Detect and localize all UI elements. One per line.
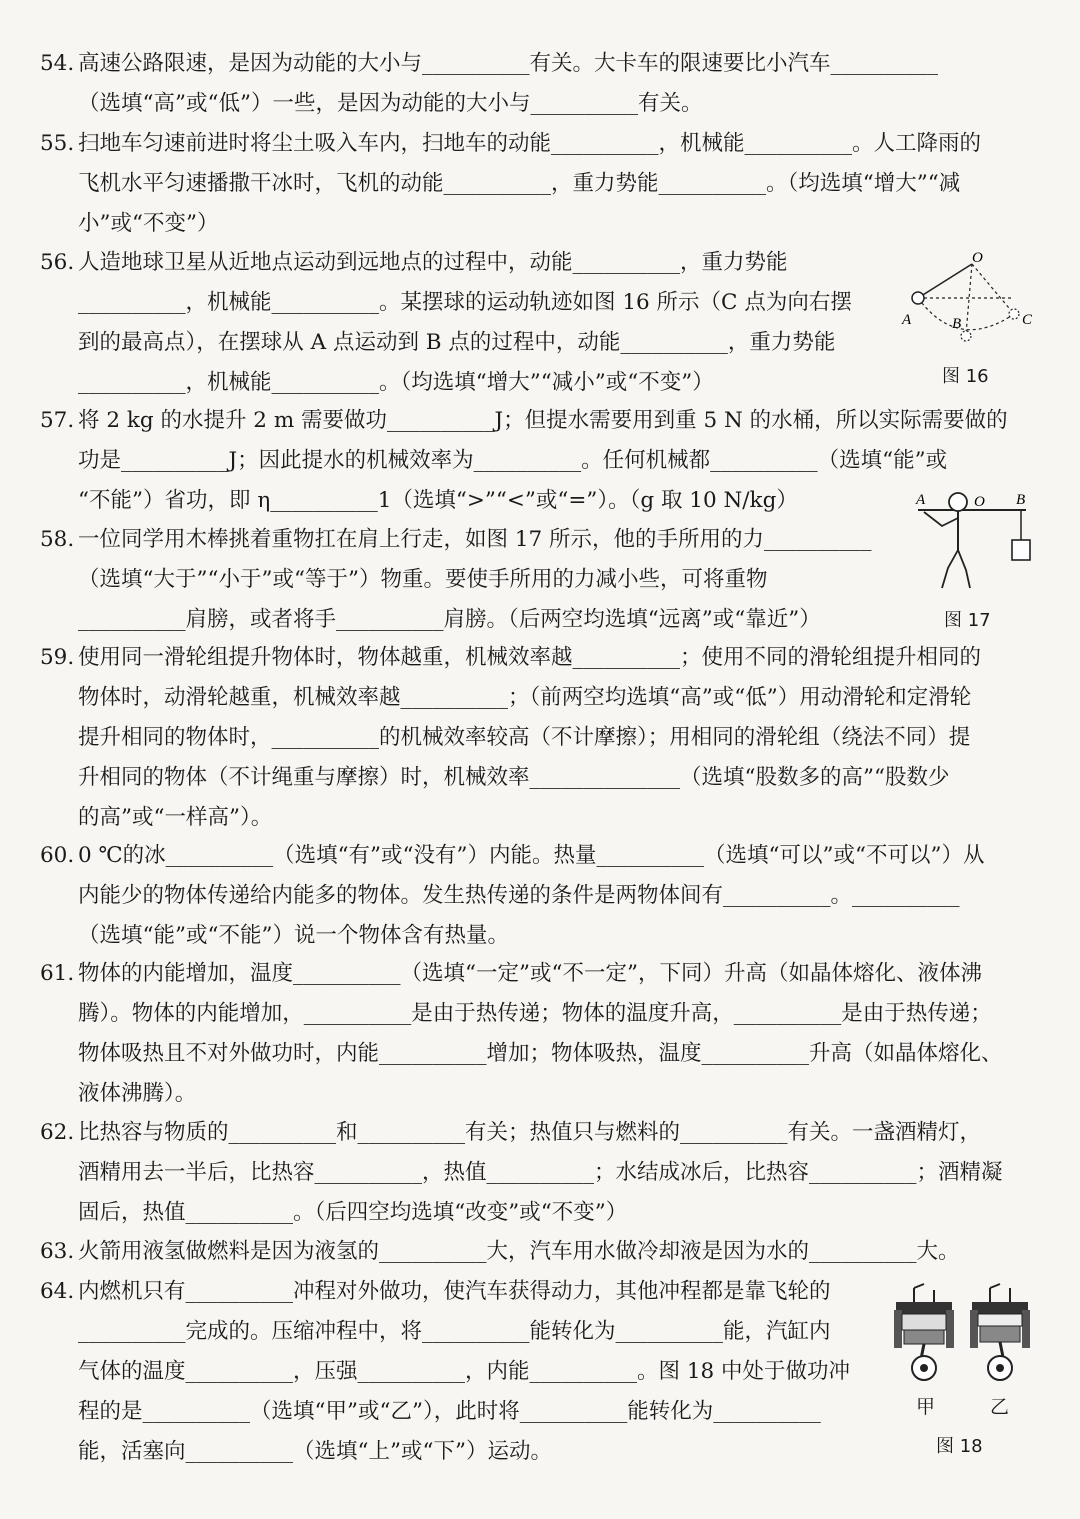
q59-line-3: 提升相同的物体时，__________的机械效率较高（不计摩擦）；用相同的滑轮组（绕法不同）提 — [78, 725, 971, 750]
q64-number: 64. — [40, 1279, 75, 1304]
q59-line-4: 升相同的物体（不计绳重与摩擦）时，机械效率______________（选填“股数多的高”“股数少 — [78, 765, 950, 790]
q58-line-1: 58. 一位同学用木棒挑着重物扛在肩上行走，如图 17 所示，他的手所用的力__________ — [40, 520, 872, 560]
q57-line-2: 功是__________J；因此提水的机械效率为__________。任何机械都__________（选填“能”或 — [78, 448, 948, 473]
q62-number: 62. — [40, 1120, 75, 1145]
fig16-label-o: O — [972, 252, 983, 266]
question-59 — [40, 638, 981, 838]
q59-number: 59. — [40, 645, 75, 670]
q58-line-2: （选填“大于”“小于”或“等于”）物重。要使手所用的力减小些，可将重物 — [78, 567, 768, 592]
engine-yi-label: 乙 — [990, 1396, 1010, 1418]
pendulum-ball-a — [912, 292, 924, 304]
question-64 — [40, 1272, 850, 1472]
q57-number: 57. — [40, 408, 75, 433]
q60-line-1: 60. 0 ℃的冰__________（选填“有”或“没有”）内能。热量__________（选填“可以”或“不可以”）从 — [40, 836, 985, 876]
figure-17-stick-figure — [908, 488, 1038, 598]
q54-line-2: （选填“高”或“低”）一些，是因为动能的大小与__________有关。 — [78, 91, 703, 116]
q61-line-2: 腾）。物体的内能增加，__________是由于热传递；物体的温度升高，__________是由于热传递； — [78, 1001, 992, 1026]
q59-line-2: 物体时，动滑轮越重，机械效率越__________；（前两空均选填“高”或“低”）用动滑轮和定滑轮 — [78, 685, 972, 710]
q64-line-1: 64. 内燃机只有__________冲程对外做功，使汽车获得动力，其他冲程都是靠飞轮的 — [40, 1272, 850, 1312]
q61-line-1: 61. 物体的内能增加，温度__________（选填“一定”或“不一定”，下同）升高（如晶体熔化、液体沸 — [40, 954, 1003, 994]
q62-line-2: 酒精用去一半后，比热容__________，热值__________；水结成冰后，比热容__________；酒精凝 — [78, 1160, 1003, 1185]
question-60 — [40, 836, 985, 956]
q55-line-3: 小”或“不变”） — [78, 211, 219, 236]
question-56 — [40, 243, 852, 403]
q61-number: 61. — [40, 961, 75, 986]
person-head — [949, 493, 967, 511]
q57-line-3: “不能”）省功，即 η__________1（选填“>”“<”或“=”）。（g 取 10 N/kg） — [78, 488, 798, 513]
fig17-label-a: A — [916, 492, 926, 508]
q55-line-2: 飞机水平匀速播撒干冰时，飞机的动能__________，重力势能__________。（均选填“增大”“减 — [78, 171, 961, 196]
q58-number: 58. — [40, 527, 75, 552]
fig16-label-b: B — [952, 316, 962, 332]
pendulum-ball-b — [961, 331, 971, 341]
engine-jia-label: 甲 — [916, 1396, 936, 1418]
question-63 — [40, 1232, 960, 1272]
q56-line-1: 56. 人造地球卫星从近地点运动到远地点的过程中，动能__________，重力势能 — [40, 243, 852, 283]
q57-line-1: 57. 将 2 kg 的水提升 2 m 需要做功__________J；但提水需要用到重 5 N 的水桶，所以实际需要做的 — [40, 401, 1008, 441]
pendulum-ball-c — [1009, 309, 1019, 319]
q54-number: 54. — [40, 51, 75, 76]
q62-line-1: 62. 比热容与物质的__________和__________有关；热值只与燃料的__________有关。一盏酒精灯， — [40, 1113, 1003, 1153]
q64-line-2: __________完成的。压缩冲程中，将__________能转化为__________能，汽缸内 — [78, 1319, 831, 1344]
q60-number: 60. — [40, 843, 75, 868]
fig16-label-c: C — [1022, 312, 1033, 328]
figure-16-pendulum — [898, 252, 1038, 357]
question-62 — [40, 1113, 1003, 1233]
q60-line-2: 内能少的物体传递给内能多的物体。发生热传递的条件是两物体间有__________。__________ — [78, 883, 960, 908]
q54-line-1: 54. 高速公路限速，是因为动能的大小与__________有关。大卡车的限速要比小汽车__________ — [40, 44, 938, 84]
question-61 — [40, 954, 1003, 1114]
q59-line-1: 59. 使用同一滑轮组提升物体时，物体越重，机械效率越__________；使用不同的滑轮组提升相同的 — [40, 638, 981, 678]
q63-number: 63. — [40, 1239, 75, 1264]
q56-line-4: __________，机械能__________。（均选填“增大”“减小”或“不变”） — [78, 370, 714, 395]
engine-yi-icon — [970, 1284, 1030, 1380]
q56-line-3: 到的最高点），在摆球从 A 点运动到 B 点的过程中，动能__________，重力势能 — [78, 330, 836, 355]
question-58 — [40, 520, 872, 640]
figure-17-caption: 图 17 — [944, 610, 991, 631]
q58-line-3: __________肩膀，或者将手__________肩膀。（后两空均选填“远离”或“靠近”） — [78, 607, 821, 632]
q56-number: 56. — [40, 250, 75, 275]
q59-line-5: 的高”或“一样高”）。 — [78, 805, 273, 830]
figure-18-caption: 图 18 — [936, 1436, 983, 1457]
q64-line-4: 程的是__________（选填“甲”或“乙”），此时将__________能转化为__________ — [78, 1399, 821, 1424]
q61-line-4: 液体沸腾）。 — [78, 1081, 197, 1106]
q63-line-1: 63. 火箭用液氢做燃料是因为液氢的__________大，汽车用水做冷却液是因为水的__________大。 — [40, 1232, 960, 1272]
fig17-label-o: O — [974, 494, 985, 510]
question-57 — [40, 401, 1008, 521]
figure-16-caption: 图 16 — [942, 366, 989, 387]
engine-jia-icon — [894, 1284, 954, 1380]
fig16-label-a: A — [902, 312, 912, 328]
question-55 — [40, 124, 981, 244]
q55-number: 55. — [40, 131, 75, 156]
load-box — [1012, 540, 1030, 560]
q62-line-3: 固后，热值__________。（后四空均选填“改变”或“不变”） — [78, 1200, 628, 1225]
q60-line-3: （选填“能”或“不能”）说一个物体含有热量。 — [78, 923, 509, 948]
q64-line-5: 能，活塞向__________（选填“上”或“下”）运动。 — [78, 1439, 552, 1464]
fig17-label-b: B — [1016, 492, 1026, 508]
q56-line-2: __________，机械能__________。某摆球的运动轨迹如图 16 所示（C 点为向右摆 — [78, 290, 852, 315]
q64-line-3: 气体的温度__________，压强__________，内能__________。图 18 中处于做功冲 — [78, 1359, 851, 1384]
figure-18-engines — [890, 1280, 1035, 1390]
q55-line-1: 55. 扫地车匀速前进时将尘土吸入车内，扫地车的动能__________，机械能__________。人工降雨的 — [40, 124, 981, 164]
q61-line-3: 物体吸热且不对外做功时，内能__________增加；物体吸热，温度__________升高（如晶体熔化、 — [78, 1041, 1003, 1066]
question-54 — [40, 44, 938, 124]
